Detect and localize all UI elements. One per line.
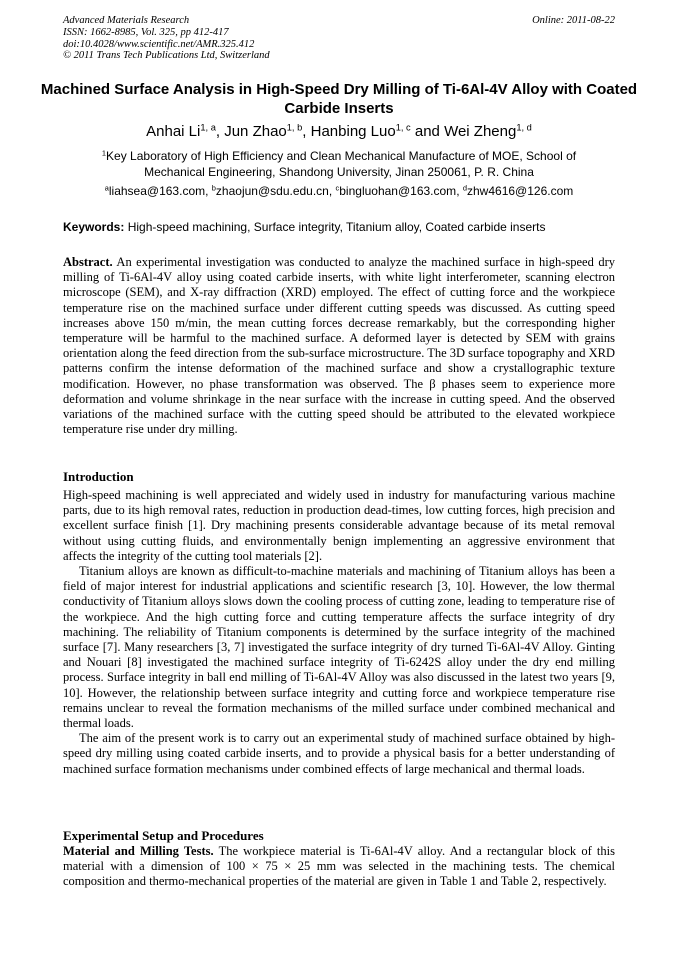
section-heading-introduction: Introduction <box>63 469 134 484</box>
affiliation-text: Key Laboratory of High Efficiency and Clean Mechanical Manufacture of MOE, School of Mechanical Engineering, Shandong University, Jinan 250061, P. R. China <box>106 149 577 179</box>
email-superscript: b <box>211 183 216 193</box>
email-link[interactable]: liahsea@163.com <box>108 184 206 198</box>
paragraph: Titanium alloys are known as difficult-to-machine materials and machining of Titanium alloys has been a field of major interest for industrial applications and scientific research [3, 10]. However, the low thermal conductivity of Titanium alloys slows down the cooling process of cutting zone, leading to temperature rise of the workpiece. And the high cutting force and cutting temperature affects the surface integrity of dry machining. The reliability of Titanium components is determined by the surface integrity of the machined surface [7]. Many researchers [3, 7] investigated the surface integrity of dry turned Ti-6Al-4V Alloy. Ginting and Nouari [8] investigated the machined surface integrity of Ti-6242S alloy under the dry end milling process. Surface integrity in ball end milling of Ti-6Al-4V Alloy was also discussed in the latest two years [9, 10]. However, the relationship between surface integrity and cutting force and workpiece temperature rise remains unclear to reveal the formation mechanisms of the milled surface under combined mechanical and thermal loads. <box>63 564 615 731</box>
author-name: Wei Zheng <box>444 123 517 140</box>
email-superscript: d <box>462 183 467 193</box>
issn-line: ISSN: 1662-8985, Vol. 325, pp 412-417 <box>63 26 229 38</box>
introduction-section <box>63 488 615 777</box>
author-name: Jun Zhao <box>224 123 287 140</box>
keywords <box>63 220 615 235</box>
author-name: Hanbing Luo <box>310 123 396 140</box>
doi-line[interactable]: doi:10.4028/www.scientific.net/AMR.325.412 <box>63 38 255 50</box>
experimental-section <box>63 844 615 890</box>
paragraph-text: The workpiece material is Ti-6Al-4V alloy. And a rectangular block of this material with a dimension of 100 × 75 × 25 mm was selected in the machining tests. The chemical composition and thermo-mechanical properties of the material are given in Table 1 and Table 2, respectively. <box>63 844 615 889</box>
author-separator: , <box>215 123 225 140</box>
author-separator: , <box>302 123 311 140</box>
author-list <box>40 123 638 141</box>
journal-name: Advanced Materials Research <box>63 15 190 26</box>
author-name: Anhai Li <box>146 123 201 140</box>
author-superscript: 1, b <box>286 122 303 133</box>
abstract <box>63 255 615 437</box>
email-list <box>40 184 638 199</box>
paper-title: Machined Surface Analysis in High-Speed Dry Milling of Ti-6Al-4V Alloy with Coated Carbide Inserts <box>40 81 638 117</box>
copyright-line: © 2011 Trans Tech Publications Ltd, Switzerland <box>63 50 270 62</box>
email-superscript: a <box>104 183 109 193</box>
online-date: Online: 2011-08-22 <box>532 15 615 26</box>
paragraph <box>63 844 615 890</box>
affiliation-superscript: 1 <box>101 148 107 158</box>
author-superscript: 1, a <box>200 122 216 133</box>
paragraph: The aim of the present work is to carry out an experimental study of machined surface obtained by high-speed dry milling using coated carbide inserts, and to provide a physical basis for a better understanding of machined surface formation mechanisms under combined effects of large mechanical and thermal loads. <box>63 731 615 776</box>
journal-header <box>63 15 270 62</box>
abstract-label: Abstract. <box>63 255 113 269</box>
keywords-label: Keywords: <box>63 220 125 234</box>
abstract-text: An experimental investigation was conducted to analyze the machined surface in high-speed dry milling of Ti-6Al-4V alloy using coated carbide inserts, with white light interferometer, scanning electron microscope (SEM), and X-ray diffraction (XRD) employed. The effect of cutting force and the workpiece temperature rise on the machined surface under different cutting speeds was discussed. As cutting speed increases above 150 m/min, the mean cutting forces decrease remarkably, but the corresponding higher temperature will be harmful to the machined surface. A deformed layer is detected by SEM with grains orientation along the feed direction from the sub-surface microstructure. The 3D surface topography and XRD patterns confirm the intense deformation of the machined surface and show a crystallographic texture modification. However, no phase transformation was observed. The β phases seem to experience more deformation and volume shrinkage in the near surface with the increase in cutting speed. And the observed variations of the machined surface with the cutting speed should be attributed to the elevated workpiece temperature rise under dry milling. <box>63 255 616 437</box>
email-link[interactable]: zhw4616@126.com <box>467 184 574 198</box>
author-superscript: 1, c <box>395 122 411 133</box>
section-heading-experimental: Experimental Setup and Procedures <box>63 828 264 843</box>
affiliation <box>70 149 608 180</box>
author-separator: and <box>410 123 445 140</box>
email-link[interactable]: bingluohan@163.com <box>339 184 457 198</box>
paragraph: High-speed machining is well appreciated and widely used in industry for manufacturing various machine parts, due to its high removal rates, reduction in production dead-times, low cutting forces, high precision and excellent surface finish [1]. Dry machining presents considerable advantage because of its metal removal without using cutting fluids, and environmentally benign implementing an aggressive environment that affects the integrity of the cutting tool materials [2]. <box>63 488 615 563</box>
author-superscript: 1, d <box>516 122 532 133</box>
email-separator: , <box>456 184 463 198</box>
subsection-label: Material and Milling Tests. <box>63 844 214 858</box>
keywords-text: High-speed machining, Surface integrity, Titanium alloy, Coated carbide inserts <box>127 220 546 234</box>
email-separator: , <box>328 184 336 198</box>
email-link[interactable]: zhaojun@sdu.edu.cn <box>215 184 329 198</box>
email-separator: , <box>205 184 212 198</box>
email-superscript: c <box>335 183 340 193</box>
